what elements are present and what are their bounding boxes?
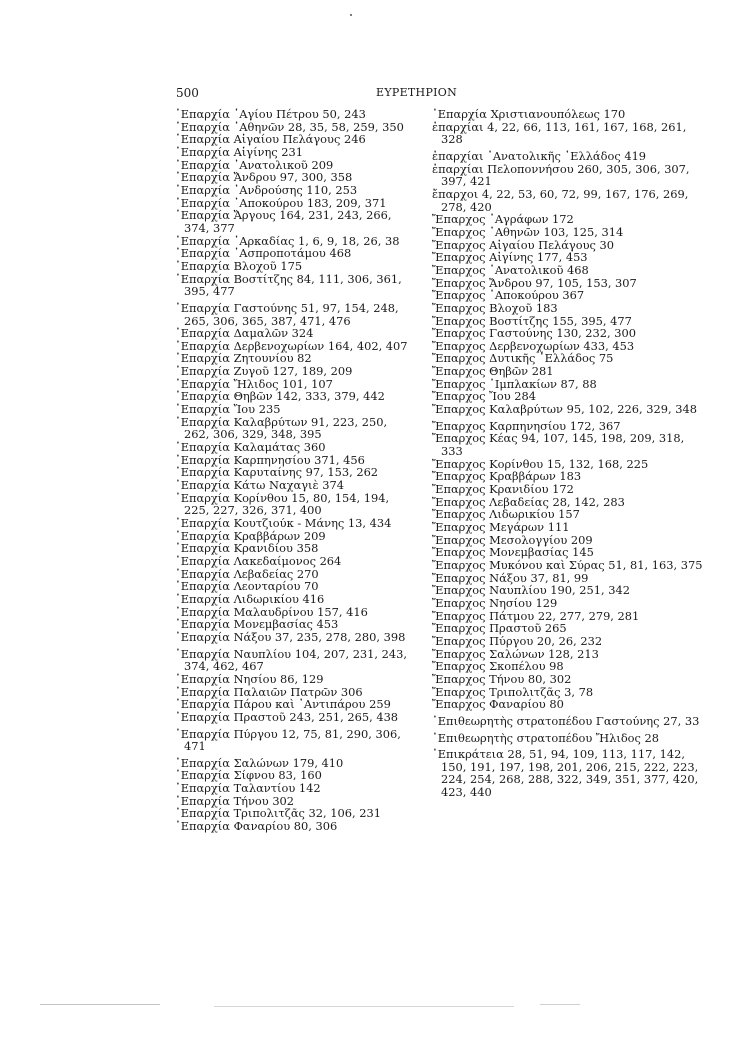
index-entry: Ἔπαρχος Νάξου 37, 81, 99 [432,570,589,585]
index-entry: ᾿Επαρχία Βλοχοῦ 175 [175,258,303,273]
index-entry: ᾿Επαρχία Ζητουνίου 82 [175,351,312,366]
index-entry: ᾿Επαρχία Κουτζιούκ - Μάνης 13, 434 [175,516,392,530]
index-entry: ᾿Επιθεωρητὴς στρατοπέδου Γαστούνης 27, 33 [432,713,700,728]
scan-speck [350,14,352,16]
index-entry: Ἔπαρχος Βοστίτζης 155, 395, 477 [432,313,632,328]
index-entry: Ἔπαρχος Αἰγίνης 177, 453 [432,250,588,265]
index-entry: Ἔπαρχος Κρανιδίου 172 [432,482,574,497]
index-entry: ᾿Επαρχία Ἄργους 164, 231, 243, 266, 374, 377 [175,208,392,235]
index-entry: Ἔπαρχος ᾿Ανατολικοῦ 468 [432,262,589,277]
index-entry: Ἔπαρχος Κραββάρων 183 [432,469,582,484]
index-entry: Ἔπαρχος Τριπολιτζᾶς 3, 78 [432,684,594,699]
index-entry: Ἔπαρχος Αἰγαίου Πελάγους 30 [432,237,615,252]
index-entry: Ἔπαρχος Καρπηνησίου 172, 367 [432,418,621,433]
index-entry: ᾿Επαρχία ᾿Αθηνῶν 28, 35, 58, 259, 350 [175,119,404,134]
index-entry: Ἔπαρχος Θηβῶν 281 [432,364,554,379]
index-entry: ᾿Επαρχία Φαναρίου 80, 306 [175,819,338,834]
index-entry: ᾿Επαρχία Δαμαλῶν 324 [175,326,314,341]
running-head: ΕΥΡΕΤΗΡΙΟΝ [376,86,458,99]
index-entry: ᾿Επαρχία Σίφνου 83, 160 [175,768,322,783]
index-entry: ᾿Επαρχία Αἰγαίου Πελάγους 246 [175,132,366,147]
index-entry: ᾿Επαρχία ᾿Αρκαδίας 1, 6, 9, 18, 26, 38 [175,233,400,248]
index-entry: Ἔπαρχος Γαστούνης 130, 232, 300 [432,326,637,341]
index-column-left [175,108,415,833]
index-entry: ᾿Επαρχία Κάτω Ναχαγιὲ 374 [175,478,344,493]
index-entry: ᾿Επαρχία Ἤλιδος 101, 107 [175,376,333,391]
index-entry: Ἔπαρχος Λιδωρικίου 157 [432,507,580,522]
index-entry: ᾿Επαρχία Καλαβρύτων 91, 223, 250, 262, 306, 329, 348, 395 [175,414,388,442]
index-entry: Ἔπαρχος Λεβαδείας 28, 142, 283 [432,494,625,509]
index-entry: ᾿Επαρχία Νάξου 37, 235, 278, 280, 398 [175,629,406,644]
index-entry: Ἔπαρχος Δερβενοχωρίων 433, 453 [432,338,635,353]
index-entry: ᾿Επαρχία Καλαμάτας 360 [175,440,326,455]
index-entry: Ἔπαρχος Μονεμβασίας 145 [432,545,594,560]
index-entry: Ἔπαρχος Φαναρίου 80 [432,697,564,712]
index-entry: Ἔπαρχος Μεσολογγίου 209 [432,532,593,547]
index-entry: ἐπαρχίαι ᾿Ανατολικῆς ῾Ελλάδος 419 [432,148,647,163]
index-entry: ᾿Επαρχία Κορίνθου 15, 80, 154, 194, 225, 227, 326, 371, 400 [175,490,390,518]
index-entry: ᾿Επαρχία Ναυπλίου 104, 207, 231, 243, 374, 462, 467 [175,646,408,674]
index-entry: ᾿Επαρχία Λακεδαίμονος 264 [175,553,342,568]
index-entry: ᾿Επαρχία Τήνου 302 [175,793,295,808]
index-entry: Ἔπαρχος Τήνου 80, 302 [432,671,572,686]
index-entry: ᾿Επαρχία Ζυγοῦ 127, 189, 209 [175,364,353,379]
index-entry: ᾿Επαρχία Σαλώνων 179, 410 [175,755,344,770]
index-entry: Ἔπαρχος Κορίνθου 15, 132, 168, 225 [432,456,649,471]
index-entry: ᾿Επαρχία Λεβαδείας 270 [175,566,319,581]
index-entry: ᾿Επαρχία ᾿Ανδρούσης 110, 253 [175,182,358,197]
page-number: 500 [176,86,199,100]
scan-edge-mark [40,1004,160,1005]
index-entry: Ἔπαρχος Καλαβρύτων 95, 102, 226, 329, 348 [432,402,697,417]
index-entry: Ἔπαρχος Κέας 94, 107, 145, 198, 209, 318, 333 [432,431,685,459]
index-entry: Ἔπαρχος ᾿Αγράφων 172 [432,212,574,227]
scan-edge-mark [214,1006,514,1007]
index-entry: ᾿Επαρχία Καρυταίνης 97, 153, 262 [175,465,379,480]
index-entry: Ἔπαρχος Μεγάρων 111 [432,520,570,534]
index-entry: Ἔπαρχος Ἴου 284 [432,389,537,404]
index-entry: ᾿Επαρχία Κρανιδίου 358 [175,541,319,556]
index-entry: ᾿Επαρχία Γαστούνης 51, 97, 154, 248, 265, 306, 365, 387, 471, 476 [175,300,399,328]
index-entry: ἐπαρχίαι Πελοποννήσου 260, 305, 306, 307, 397, 421 [432,161,690,189]
index-entry: Ἔπαρχος Σκοπέλου 98 [432,659,564,674]
index-entry: Ἔπαρχος ᾿Ιμπλακίων 87, 88 [432,376,597,391]
index-entry: ᾿Επαρχία Τριπολιτζᾶς 32, 106, 231 [175,806,381,821]
scan-edge-mark [540,1004,580,1005]
index-entry: Ἔπαρχος Μυκόνου καὶ Σύρας 51, 81, 163, 375 [432,557,703,572]
index-entry: ᾿Επικράτεια 28, 51, 94, 109, 113, 117, 142, 150, 191, 197, 198, 201, 206, 215, 222, 223, 224, 254, 268, 288, 322, 349, 351, 377, 420, 423, 440 [432,747,699,800]
index-entry: Ἔπαρχος Δυτικῆς ῾Ελλάδος 75 [432,351,614,366]
index-entry: Ἔπαρχος Πάτμου 22, 277, 279, 281 [432,608,640,623]
index-entry: ᾿Επαρχία Καρπηνησίου 371, 456 [175,452,365,467]
index-entry: ᾿Επαρχία Βοστίτζης 84, 111, 306, 361, 395, 477 [175,271,402,299]
index-entry: Ἔπαρχος Ναυπλίου 190, 251, 342 [432,583,630,598]
index-entry: ᾿Επαρχία Θηβῶν 142, 333, 379, 442 [175,389,385,404]
index-entry: ᾿Επαρχία Χριστιανουπόλεως 170 [432,107,626,121]
index-entry: Ἔπαρχος Ἄνδρου 97, 105, 153, 307 [432,275,637,290]
index-entry: ᾿Επαρχία Πάρου καὶ ᾿Αντιπάρου 259 [175,697,391,712]
index-entry: Ἔπαρχος ᾿Αθηνῶν 103, 125, 314 [432,224,624,239]
index-entry: Ἔπαρχος Πραστοῦ 265 [432,621,567,636]
index-column-right [432,108,704,799]
index-entry: ᾿Επαρχία Λεονταρίου 70 [175,579,319,594]
index-entry: Ἔπαρχος ᾿Αποκούρου 367 [432,288,585,303]
index-entry: ᾿Επαρχία Αἰγίνης 231 [175,144,304,159]
index-entry: ᾿Επαρχία Πραστοῦ 243, 251, 265, 438 [175,709,399,724]
index-entry: ᾿Επαρχία Μαλαυδρίνου 157, 416 [175,604,368,619]
index-entry: ᾿Επιθεωρητὴς στρατοπέδου Ἤλιδος 28 [432,730,660,745]
index-entry: ᾿Επαρχία ᾿Ανατολικοῦ 209 [175,157,334,172]
index-entry: ᾿Επαρχία Ἄνδρου 97, 300, 358 [175,170,353,185]
index-entry: ᾿Επαρχία Πύργου 12, 75, 81, 290, 306, 471 [175,726,401,754]
index-entry: ᾿Επαρχία ᾿Αποκούρου 183, 209, 371 [175,195,387,210]
index-entry: ἔπαρχοι 4, 22, 53, 60, 72, 99, 167, 176, 269, 278, 420 [432,186,689,214]
index-entry: ᾿Επαρχία Ἴου 235 [175,402,281,417]
index-entry: ᾿Επαρχία Δερβενοχωρίων 164, 402, 407 [175,338,408,353]
index-entry: ᾿Επαρχία Νησίου 86, 129 [175,671,324,686]
index-entry: ᾿Επαρχία ᾿Ασπροποτάμου 468 [175,246,352,261]
index-entry: ᾿Επαρχία ῾Αγίου Πέτρου 50, 243 [175,107,366,121]
index-entry: Ἔπαρχος Νησίου 129 [432,595,558,610]
index-entry: ᾿Επαρχία Ταλαντίου 142 [175,781,321,796]
index-entry: ᾿Επαρχία Παλαιῶν Πατρῶν 306 [175,684,363,699]
index-entry: Ἔπαρχος Βλοχοῦ 183 [432,300,558,315]
index-entry: Ἔπαρχος Πύργου 20, 26, 232 [432,633,603,648]
index-entry: ἐπαρχίαι 4, 22, 66, 113, 161, 167, 168, 261, 328 [432,119,687,147]
index-entry: Ἔπαρχος Σαλώνων 128, 213 [432,646,599,661]
index-entry: ᾿Επαρχία Λιδωρικίου 416 [175,591,325,606]
index-entry: ᾿Επαρχία Κραββάρων 209 [175,528,326,543]
index-entry: ᾿Επαρχία Μονεμβασίας 453 [175,617,339,632]
